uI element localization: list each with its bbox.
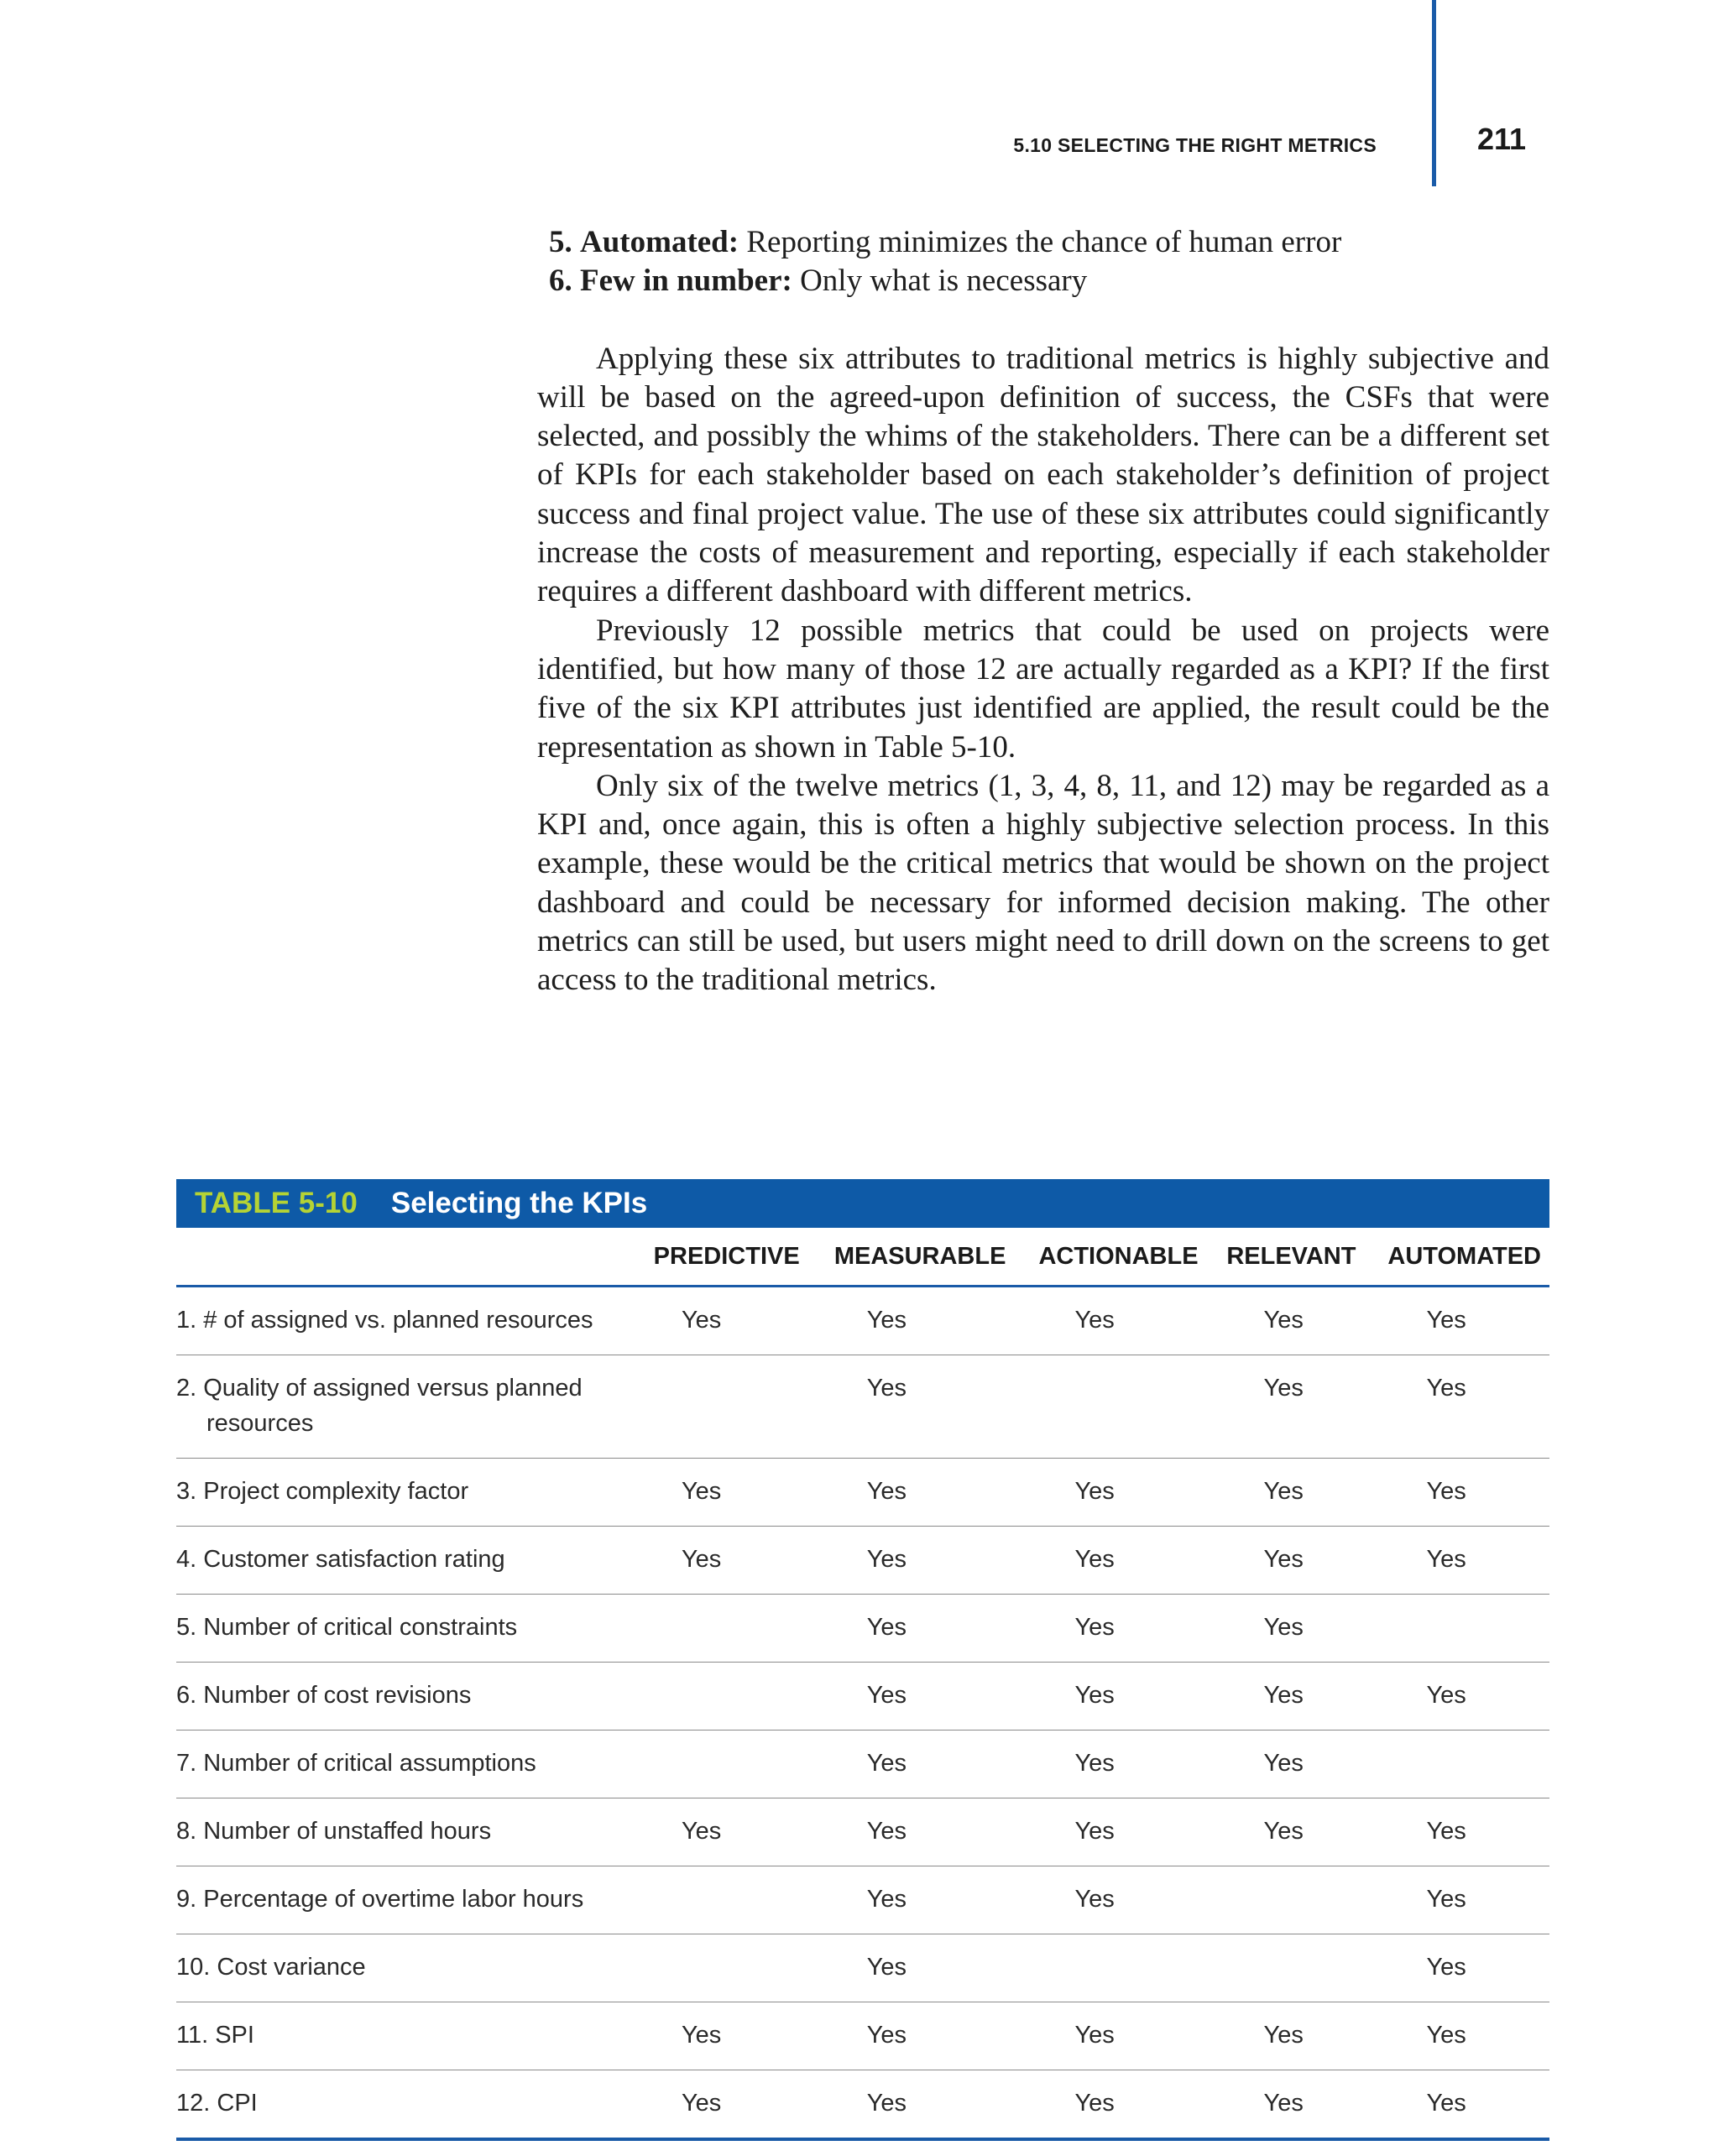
measurable-cell: Yes <box>808 2002 1015 2070</box>
automated-cell: Yes <box>1364 1459 1549 1527</box>
actionable-cell: Yes <box>1014 1459 1206 1527</box>
metric-name: 6. Number of cost revisions <box>176 1682 472 1709</box>
relevant-cell: Yes <box>1207 2070 1365 2140</box>
automated-cell: Yes <box>1364 1798 1549 1866</box>
metric-name: 9. Percentage of overtime labor hours <box>176 1886 584 1913</box>
measurable-cell: Yes <box>808 1459 1015 1527</box>
table-row <box>176 1459 1549 1527</box>
table-row <box>176 1287 1549 1355</box>
list-item-text: Only what is necessary <box>792 264 1088 299</box>
table-row <box>176 2070 1549 2140</box>
table-row <box>176 1663 1549 1731</box>
metric-cell <box>176 1731 631 1798</box>
actionable-cell <box>1014 1355 1206 1459</box>
relevant-cell: Yes <box>1207 1663 1365 1731</box>
measurable-cell: Yes <box>808 1663 1015 1731</box>
metric-cell <box>176 1934 631 2002</box>
automated-cell: Yes <box>1364 1934 1549 2002</box>
metric-cell <box>176 2070 631 2140</box>
metric-name: 10. Cost variance <box>176 1954 366 1981</box>
measurable-cell: Yes <box>808 1595 1015 1663</box>
automated-cell: Yes <box>1364 1287 1549 1355</box>
actionable-cell: Yes <box>1014 2002 1206 2070</box>
metric-cell <box>176 1866 631 1934</box>
table-title-bar <box>176 1179 1549 1228</box>
list-item-term: Few in number: <box>580 264 792 299</box>
table-row <box>176 1934 1549 2002</box>
table-row <box>176 1527 1549 1595</box>
actionable-cell: Yes <box>1014 1731 1206 1798</box>
relevant-cell: Yes <box>1207 1595 1365 1663</box>
measurable-cell: Yes <box>808 2070 1015 2140</box>
predictive-cell: Yes <box>631 1798 808 1866</box>
automated-cell: Yes <box>1364 1663 1549 1731</box>
metric-name: 2. Quality of assigned versus planned <box>176 1375 583 1402</box>
measurable-cell: Yes <box>808 1287 1015 1355</box>
column-header-relevant: RELEVANT <box>1207 1228 1365 1287</box>
running-head: 5.10 SELECTING THE RIGHT METRICS <box>1013 134 1377 156</box>
metric-name: 7. Number of critical assumptions <box>176 1750 536 1777</box>
column-header-measurable: MEASURABLE <box>808 1228 1015 1287</box>
automated-cell: Yes <box>1364 2002 1549 2070</box>
table-body <box>176 1287 1549 2140</box>
column-header-automated: AUTOMATED <box>1364 1228 1549 1287</box>
predictive-cell <box>631 1663 808 1731</box>
automated-cell <box>1364 1731 1549 1798</box>
relevant-cell: Yes <box>1207 2002 1365 2070</box>
actionable-cell: Yes <box>1014 1798 1206 1866</box>
page-number: 211 <box>1477 122 1527 156</box>
measurable-cell: Yes <box>808 1355 1015 1459</box>
metric-cell <box>176 2002 631 2070</box>
automated-cell: Yes <box>1364 1355 1549 1459</box>
column-header-predictive: PREDICTIVE <box>631 1228 808 1287</box>
relevant-cell: Yes <box>1207 1355 1365 1459</box>
list-item-number: 5. <box>549 225 572 259</box>
list-item-6 <box>537 262 1549 300</box>
actionable-cell: Yes <box>1014 2070 1206 2140</box>
list-item-number: 6. <box>549 264 572 299</box>
predictive-cell <box>631 1934 808 2002</box>
table-row <box>176 1355 1549 1459</box>
measurable-cell: Yes <box>808 1866 1015 1934</box>
metric-cell <box>176 1287 631 1355</box>
relevant-cell: Yes <box>1207 1731 1365 1798</box>
list-item-text: Reporting minimizes the chance of human error <box>739 225 1342 259</box>
actionable-cell <box>1014 1934 1206 2002</box>
measurable-cell: Yes <box>808 1934 1015 2002</box>
actionable-cell: Yes <box>1014 1595 1206 1663</box>
automated-cell: Yes <box>1364 2070 1549 2140</box>
relevant-cell <box>1207 1866 1365 1934</box>
metric-cell <box>176 1663 631 1731</box>
metric-cell <box>176 1459 631 1527</box>
automated-cell: Yes <box>1364 1527 1549 1595</box>
table-row <box>176 2002 1549 2070</box>
metric-name-continued: resources <box>206 1410 314 1437</box>
column-header-actionable: ACTIONABLE <box>1014 1228 1206 1287</box>
table-row <box>176 1731 1549 1798</box>
table-row <box>176 1798 1549 1866</box>
table-row <box>176 1866 1549 1934</box>
relevant-cell <box>1207 1934 1365 2002</box>
paragraph-3: Only six of the twelve metrics (1, 3, 4, 8, 11, and 12) may be regarded as a KPI and, once again, this is often a highly subjective selection process. In this example, these would be the critical metrics that would be shown on the project dashboard and could be necessary for informed decision making. The other metrics can still be used, but users might need to drill down on the screens to get access to the traditional metrics. <box>537 768 1549 998</box>
automated-cell: Yes <box>1364 1866 1549 1934</box>
paragraph-1: Applying these six attributes to traditional metrics is highly subjective and will be based on the agreed-upon definition of success, the CSFs that were selected, and possibly the whims of the stakeholders. There can be a different set of KPIs for each stakeholder based on each stakeholder’s definition of project success and final project value. The use of these six attributes could significantly increase the costs of measurement and reporting, especially if each stakeholder requires a different dashboard with different metrics. <box>537 341 1549 609</box>
header-vertical-rule <box>1432 0 1436 186</box>
relevant-cell: Yes <box>1207 1527 1365 1595</box>
paragraph-2: Previously 12 possible metrics that could be used on projects were identified, but how many of those 12 are actually regarded as a KPI? If the first five of the six KPI attributes just identified are applied, the result could be the representation as shown in Table 5-10. <box>537 613 1549 765</box>
kpi-table-grid <box>176 1228 1549 2141</box>
measurable-cell: Yes <box>808 1731 1015 1798</box>
predictive-cell: Yes <box>631 1287 808 1355</box>
predictive-cell: Yes <box>631 2002 808 2070</box>
metric-cell <box>176 1798 631 1866</box>
actionable-cell: Yes <box>1014 1287 1206 1355</box>
metric-name: 11. SPI <box>176 2022 254 2049</box>
relevant-cell: Yes <box>1207 1459 1365 1527</box>
metric-name: 12. CPI <box>176 2090 258 2117</box>
table-header-row <box>176 1228 1549 1287</box>
kpi-table <box>176 1179 1549 2141</box>
predictive-cell: Yes <box>631 1459 808 1527</box>
metric-name: 3. Project complexity factor <box>176 1478 469 1505</box>
actionable-cell: Yes <box>1014 1663 1206 1731</box>
list-item-term: Automated: <box>580 225 739 259</box>
metric-name: 8. Number of unstaffed hours <box>176 1818 492 1845</box>
predictive-cell: Yes <box>631 1527 808 1595</box>
table-label: TABLE 5-10 <box>195 1187 358 1219</box>
metric-cell <box>176 1355 631 1459</box>
actionable-cell: Yes <box>1014 1527 1206 1595</box>
automated-cell <box>1364 1595 1549 1663</box>
metric-cell <box>176 1527 631 1595</box>
table-title: Selecting the KPIs <box>390 1187 648 1219</box>
actionable-cell: Yes <box>1014 1866 1206 1934</box>
predictive-cell: Yes <box>631 2070 808 2140</box>
table-row <box>176 1595 1549 1663</box>
metric-cell <box>176 1595 631 1663</box>
list-item-5 <box>537 223 1549 262</box>
predictive-cell <box>631 1731 808 1798</box>
predictive-cell <box>631 1866 808 1934</box>
predictive-cell <box>631 1595 808 1663</box>
metric-name: 4. Customer satisfaction rating <box>176 1546 505 1573</box>
column-header-metric <box>176 1228 631 1287</box>
metric-name: 5. Number of critical constraints <box>176 1614 518 1641</box>
measurable-cell: Yes <box>808 1798 1015 1866</box>
metric-name: 1. # of assigned vs. planned resources <box>176 1307 593 1334</box>
predictive-cell <box>631 1355 808 1459</box>
measurable-cell: Yes <box>808 1527 1015 1595</box>
relevant-cell: Yes <box>1207 1798 1365 1866</box>
body-text <box>537 223 1549 1000</box>
relevant-cell: Yes <box>1207 1287 1365 1355</box>
